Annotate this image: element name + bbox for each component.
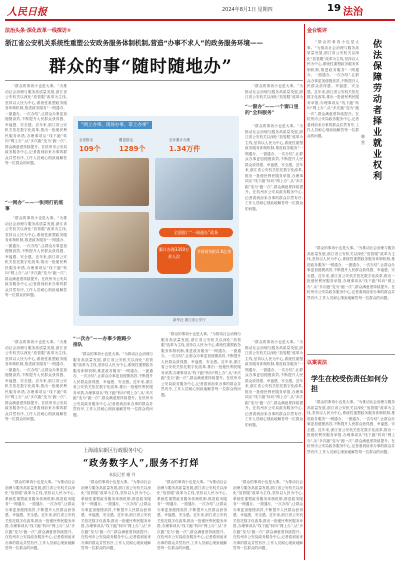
- commentary-body-1: “群众的事再小也是大事。”为推动社会治理与服务高质量发展,浙江省公安机关以深化“放管服”改革为主线,坚持以人民为中心,系统性重塑政务服务体制机制,推进政务服务“一网通办、一窗通办、一次办结”,让群众办事更加便捷高效,不断提升人民群众获得感、幸福感、安全感。近年来,浙江省公安机关依托数字化改革,推出一批便民利民服务举措,办理事项从“线下跑”转向“网上办”,从“多次跑”变为“跑一次”,群众满意度持续提升。在杭州市公安局政务服务中心,记者看到前来办事的群众井然有序,工作人员耐心细致地解答每一位群众的问题。: [307, 40, 359, 138]
- service-photo-4: [79, 278, 233, 316]
- stat-value-3: 1.34万件: [169, 145, 201, 153]
- sidebar-column: [307, 24, 395, 560]
- commentary-body-2: “群众的事再小也是大事。”为推动社会治理与服务高质量发展,浙江省公安机关以深化“放管服”改革为主线,坚持以人民为中心,系统性重塑政务服务体制机制,推进政务服务“一网通办、一窗通办、一次办结”,让群众办事更加便捷高效,不断提升人民群众获得感、幸福感、安全感。近年来,浙江省公安机关依托数字化改革,推出一批便民利民服务举措,办理事项从“线下跑”转向“网上办”,从“多次跑”变为“跑一次”,群众满意度持续提升。在杭州市公安局政务服务中心,记者看到前来办事的群众井然有序,工作人员耐心细致地解答每一位群众的问题。: [307, 246, 395, 300]
- body-column-1a: “群众的事再小也是大事。”为推动社会治理与服务高质量发展,浙江省公安机关以深化“放管服”改革为主线,坚持以人民为中心,系统性重塑政务服务体制机制,推进政务服务“一网通办、一窗通办、一次办结”,让群众办事更加便捷高效,不断提升人民群众获得感、幸福感、安全感。近年来,浙江省公安机关依托数字化改革,推出一批便民利民服务举措,办理事项从“线下跑”转向“网上办”,从“多次跑”变为“跑一次”,群众满意度持续提升。在杭州市公安局政务服务中心,记者看到前来办事的群众井然有序,工作人员耐心细致地解答每一位群众的问题。: [5, 84, 67, 165]
- service-photo-2: [155, 158, 233, 220]
- body-column-1c: “群众的事再小也是大事。”为推动社会治理与服务高质量发展,浙江省公安机关以深化“放管服”改革为主线,坚持以人民为中心,系统性重塑政务服务体制机制,推进政务服务“一网通办、一窗通办、一次办结”,让群众办事更加便捷高效,不断提升人民群众获得感、幸福感、安全感。近年来,浙江省公安机关依托数字化改革,推出一批便民利民服务举措,办理事项从“线下跑”转向“网上办”,从“多次跑”变为“跑一次”,群众满意度持续提升。在杭州市公安局政务服务中心,记者看到前来办事的群众井然有序,工作人员耐心细致地解答每一位群众的问题。: [5, 340, 67, 421]
- commentary-author: 韩 营: [361, 134, 365, 145]
- infographic-caption: 新华社 浙江省公安厅: [173, 318, 206, 322]
- service-photo-1: [79, 158, 149, 206]
- article-subhead: 浙江省公安机关系统性重塑公安政务服务体制机制,营造“办事不求人”的政务服务环境——: [5, 39, 264, 47]
- newspaper-logo: 人民日报: [7, 7, 47, 18]
- section-heading-1: “一网办”——一张网打的底事: [5, 200, 64, 212]
- infographic-bubble-2: 累计办理3350万余人次: [157, 244, 191, 274]
- issue-date: 2024年8月1日 星期四: [222, 7, 273, 13]
- body-column-1b: “群众的事再小也是大事。”为推动社会治理与服务高质量发展,浙江省公安机关以深化“放管服”改革为主线,坚持以人民为中心,系统性重塑政务服务体制机制,推进政务服务“一网通办、一窗通办、一次办结”,让群众办事更加便捷高效,不断提升人民群众获得感、幸福感、安全感。近年来,浙江省公安机关依托数字化改革,推出一批便民利民服务举措,办理事项从“线下跑”转向“网上办”,从“多次跑”变为“跑一次”,群众满意度持续提升。在杭州市公安局政务服务中心,记者看到前来办事的群众井然有序,工作人员耐心细致地解答每一位群众的问题。: [5, 216, 67, 297]
- masthead-divider: [5, 19, 395, 21]
- sub-article-rule: [5, 442, 303, 443]
- body-column-3a: “群众的事再小也是大事。”为推动社会治理与服务高质量发展,浙江省公安机关以深化“放管服”改革为: [245, 84, 303, 99]
- infographic-bubble-3: 节省时间约1.6亿余: [195, 246, 233, 272]
- case-body: “群众的事再小也是大事。”为推动社会治理与服务高质量发展,浙江省公安机关以深化“放管服”改革为主线,坚持以人民为中心,系统性重塑政务服务体制机制,推进政务服务“一网通办、一窗通办、一次办结”,让群众办事更加便捷高效,不断提升人民群众获得感、幸福感、安全感。近年来,浙江省公安机关依托数字化改革,推出一批便民利民服务举措,办理事项从“线下跑”转向“网上办”,从“多次跑”变为“跑一次”,群众满意度持续提升。在杭州市公安局政务服务中心,记者看到前来办事的群众井然有序,工作人员耐心细致地解答每一位群众的问题。: [307, 400, 395, 454]
- stat-label-1: 全省推出: [79, 138, 93, 142]
- stat-value-1: 109个: [79, 145, 101, 153]
- sub-article-kicker: 上海浦东新区行政服务中心: [83, 448, 144, 454]
- sub-body-4: “群众的事再小也是大事。”为推动社会治理与服务高质量发展,浙江省公安机关以深化“放管服”改革为主线,坚持以人民为中心,系统性重塑政务服务体制机制,推进政务服务“一网通办、一窗通办、一次办结”,让群众办事更加便捷高效,不断提升人民群众获得感、幸福感、安全感。近年来,浙江省公安机关依托数字化改革,推出一批便民利民服务举措,办理事项从“线下跑”转向“网上办”,从“多次跑”变为“跑一次”,群众满意度持续提升。在杭州市公安局政务服务中心,记者看到前来办事的群众井然有序,工作人员耐心细致地解答每一位群众的问题。: [233, 480, 303, 550]
- infographic-bubble-1: 全面推广“一网通办”政务: [159, 228, 233, 237]
- case-headline: 学生在校受伤责任如何分担: [311, 374, 388, 393]
- infographic-tag: “网上办事、现场办事、掌上办事”: [78, 121, 152, 129]
- body-column-3c: “群众的事再小也是大事。”为推动社会治理与服务高质量发展,浙江省公安机关以深化“放管服”改革为主线,坚持以人民为中心,系统性重塑政务服务体制机制,推进政务服务“一网通办、一窗通办、一次办结”,让群众办事更加便捷高效,不断提升人民群众获得感、幸福感、安全感。近年来,浙江省公安机关依托数字化改革,推出一批便民利民服务举措,办理事项从“线下跑”转向“网上办”,从“多次跑”变为“跑一次”,群众满意度持续提升。在杭州市公安局政务服务中心,记者看到前来办事的群众井然有序,工作人员耐心细致地解答每一位群众的问题。: [245, 340, 303, 427]
- headline-rule: [5, 80, 303, 81]
- sub-body-2: “群众的事再小也是大事。”为推动社会治理与服务高质量发展,浙江省公安机关以深化“放管服”改革为主线,坚持以人民为中心,系统性重塑政务服务体制机制,推进政务服务“一网通办、一窗通办、一次办结”,让群众办事更加便捷高效,不断提升人民群众获得感、幸福感、安全感。近年来,浙江省公安机关依托数字化改革,推出一批便民利民服务举措,办理事项从“线下跑”转向“网上办”,从“多次跑”变为“跑一次”,群众满意度持续提升。在杭州市公安局政务服务中心,记者看到前来办事的群众井然有序,工作人员耐心细致地解答每一位群众的问题。: [81, 480, 151, 550]
- body-column-2: “群众的事再小也是大事。”为推动社会治理与服务高质量发展,浙江省公安机关以深化“放管服”改革为主线,坚持以人民为中心,系统性重塑政务服务体制机制,推进政务服务“一网通办、一窗通办、一次办结”,让群众办事更加便捷高效,不断提升人民群众获得感、幸福感、安全感。近年来,浙江省公安机关依托数字化改革,推出一批便民利民服务举措,办理事项从“线下跑”转向“网上办”,从“多次跑”变为“跑一次”,群众满意度持续提升。在杭州市公安局政务服务中心,记者看到前来办事的群众井然有序,工作人员耐心细致地解答每一位群众的问题。: [73, 352, 153, 417]
- body-column-3b: “群众的事再小也是大事。”为推动社会治理与服务高质量发展,浙江省公安机关以深化“放管服”改革为主线,坚持以人民为中心,系统性重塑政务服务体制机制,推进政务服务“一网通办、一窗通办、一次办结”,让群众办事更加便捷高效,不断提升人民群众获得感、幸福感、安全感。近年来,浙江省公安机关依托数字化改革,推出一批便民利民服务举措,办理事项从“线下跑”转向“网上办”,从“多次跑”变为“跑一次”,群众满意度持续提升。在杭州市公安局政务服务中心,记者看到前来办事的群众井然有序,工作人员耐心细致地解答每一位群众的问题。: [245, 124, 303, 211]
- sub-article-byline: 本报记者 谢 丹: [109, 472, 136, 477]
- infographic: [73, 116, 239, 326]
- sub-body-3: “群众的事再小也是大事。”为推动社会治理与服务高质量发展,浙江省公安机关以深化“放管服”改革为主线,坚持以人民为中心,系统性重塑政务服务体制机制,推进政务服务“一网通办、一窗通办、一次办结”,让群众办事更加便捷高效,不断提升人民群众获得感、幸福感、安全感。近年来,浙江省公安机关依托数字化改革,推出一批便民利民服务举措,办理事项从“线下跑”转向“网上办”,从“多次跑”变为“跑一次”,群众满意度持续提升。在杭州市公安局政务服务中心,记者看到前来办事的群众井然有序,工作人员耐心细致地解答每一位群众的问题。: [157, 480, 227, 550]
- sub-article-headline: “政务数字人”,服务不打烊: [83, 459, 200, 469]
- stat-label-3: 全年累计办理: [169, 138, 190, 142]
- page-number: 19: [327, 3, 341, 14]
- main-article: [5, 24, 303, 560]
- column-divider: [304, 24, 305, 560]
- article-headline: 群众的事“随时随地办”: [49, 57, 233, 77]
- commentary-headline: 依法保障劳动者择业就业权利: [373, 40, 383, 182]
- case-tag: 以案说法: [307, 360, 328, 366]
- stat-label-2: 覆盖群众: [119, 138, 133, 142]
- stat-value-2: 1289个: [119, 145, 146, 153]
- commentary-tag: 金台锐评: [307, 28, 328, 34]
- service-photo-3: [79, 212, 149, 272]
- section-heading-3: “一窗办”——一个窗口里的“全科服务”: [245, 104, 299, 116]
- case-rule: [307, 354, 395, 355]
- section-name: 法治: [343, 7, 363, 18]
- body-column-2b: “群众的事再小也是大事。”为推动社会治理与服务高质量发展,浙江省公安机关以深化“放管服”改革为主线,坚持以人民为中心,系统性重塑政务服务体制机制,推进政务服务“一网通办、一窗通办、一次办结”,让群众办事更加便捷高效,不断提升人民群众获得感、幸福感、安全感。近年来,浙江省公安机关依托数字化改革,推出一批便民利民服务举措,办理事项从“线下跑”转向“网上办”,从“多次跑”变为“跑一次”,群众满意度持续提升。在杭州市公安局政务服务中心,记者看到前来办事的群众井然有序,工作人员耐心细致地解答每一位群众的问题。: [161, 332, 241, 397]
- section-heading-2: “一次办”——办事少跑路少排队: [73, 336, 132, 348]
- sub-body-1: “群众的事再小也是大事。”为推动社会治理与服务高质量发展,浙江省公安机关以深化“放管服”改革为主线,坚持以人民为中心,系统性重塑政务服务体制机制,推进政务服务“一网通办、一窗通办、一次办结”,让群众办事更加便捷高效,不断提升人民群众获得感、幸福感、安全感。近年来,浙江省公安机关依托数字化改革,推出一批便民利民服务举措,办理事项从“线下跑”转向“网上办”,从“多次跑”变为“跑一次”,群众满意度持续提升。在杭州市公安局政务服务中心,记者看到前来办事的群众井然有序,工作人员耐心细致地解答每一位群众的问题。: [5, 480, 75, 550]
- article-kicker: 法治头条·深化改革一线探访①: [5, 28, 72, 34]
